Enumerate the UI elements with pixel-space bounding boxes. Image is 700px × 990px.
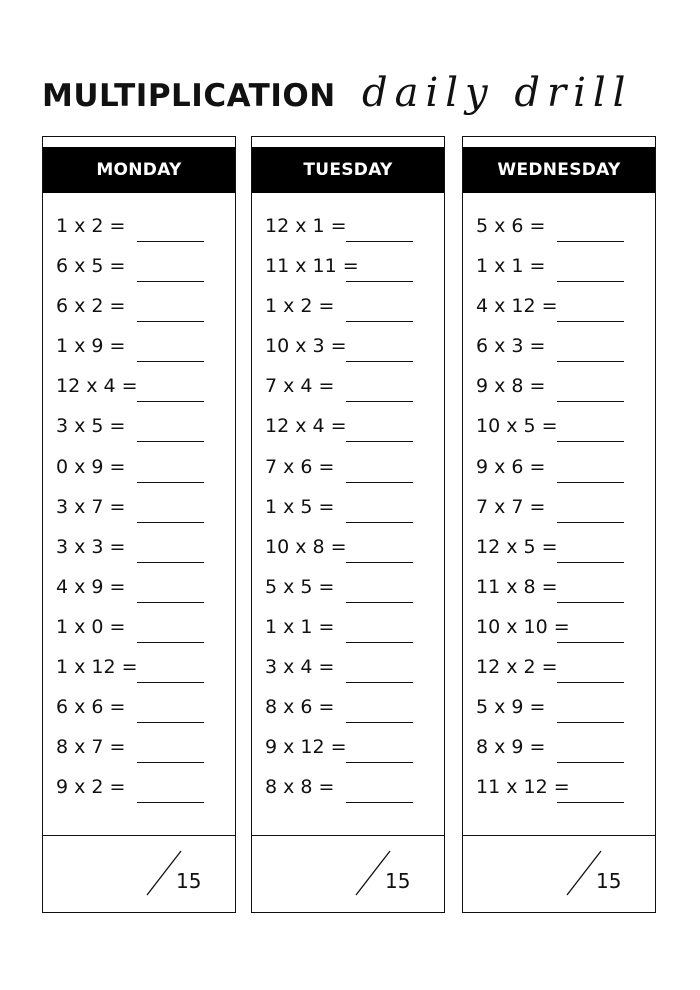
answer-blank[interactable] [137, 361, 204, 362]
answer-blank[interactable] [557, 682, 624, 683]
problem-row [252, 733, 444, 773]
problem-row [252, 533, 444, 573]
answer-blank[interactable] [557, 802, 624, 803]
problem-text: 7 x 6 = [265, 455, 335, 478]
problem-text: 5 x 6 = [476, 215, 546, 237]
problem-text: 12 x 2 = [476, 656, 558, 679]
answer-blank[interactable] [137, 562, 204, 563]
problem-row [252, 613, 444, 653]
problem-row [43, 733, 235, 773]
problem-row [252, 653, 444, 693]
score-total: 15 [385, 869, 411, 893]
problem-row [463, 372, 655, 412]
problem-row [463, 332, 655, 372]
answer-blank[interactable] [346, 642, 413, 643]
answer-blank[interactable] [346, 241, 413, 242]
problem-text: 1 x 5 = [265, 495, 335, 518]
answer-blank[interactable] [557, 361, 624, 362]
answer-blank[interactable] [346, 562, 413, 563]
answer-blank[interactable] [137, 482, 204, 483]
answer-blank[interactable] [557, 321, 624, 322]
problem-row [252, 493, 444, 533]
problem-row [43, 292, 235, 332]
answer-blank[interactable] [137, 241, 204, 242]
problem-row [463, 493, 655, 533]
problem-text: 6 x 6 = [56, 696, 126, 719]
problem-text: 9 x 8 = [476, 375, 546, 398]
problem-text: 3 x 4 = [265, 656, 335, 679]
answer-blank[interactable] [557, 562, 624, 563]
problem-text: 12 x 4 = [265, 415, 347, 438]
problem-text: 1 x 0 = [56, 615, 126, 638]
problem-text: 10 x 8 = [265, 535, 347, 558]
problem-text: 8 x 9 = [476, 736, 546, 759]
answer-blank[interactable] [557, 762, 624, 763]
problem-text: 11 x 11 = [265, 255, 359, 278]
problem-row [43, 773, 235, 813]
problem-text: 4 x 12 = [476, 295, 558, 318]
problem-row [252, 412, 444, 452]
answer-blank[interactable] [346, 281, 413, 282]
answer-blank[interactable] [557, 642, 624, 643]
problem-row [252, 252, 444, 292]
problem-text: 1 x 12 = [56, 656, 138, 679]
answer-blank[interactable] [346, 682, 413, 683]
answer-blank[interactable] [346, 522, 413, 523]
problem-row [463, 733, 655, 773]
problem-text: 7 x 7 = [476, 495, 546, 518]
answer-blank[interactable] [346, 802, 413, 803]
problem-text: 11 x 8 = [476, 575, 558, 598]
score-divider [252, 835, 444, 836]
score-total: 15 [596, 869, 622, 893]
problem-text: 9 x 6 = [476, 455, 546, 478]
day-header: WEDNESDAY [463, 147, 655, 193]
problem-text: 1 x 1 = [265, 615, 335, 638]
problem-row [252, 453, 444, 493]
answer-blank[interactable] [137, 642, 204, 643]
day-header: MONDAY [43, 147, 235, 193]
problem-row [463, 453, 655, 493]
answer-blank[interactable] [557, 281, 624, 282]
answer-blank[interactable] [346, 361, 413, 362]
answer-blank[interactable] [137, 281, 204, 282]
problem-row [43, 493, 235, 533]
answer-blank[interactable] [137, 602, 204, 603]
answer-blank[interactable] [137, 722, 204, 723]
problem-text: 10 x 10 = [476, 615, 570, 638]
answer-blank[interactable] [557, 241, 624, 242]
answer-blank[interactable] [137, 762, 204, 763]
problem-row [463, 252, 655, 292]
problem-text: 7 x 4 = [265, 375, 335, 398]
answer-blank[interactable] [557, 482, 624, 483]
answer-blank[interactable] [346, 321, 413, 322]
problem-row [43, 693, 235, 733]
problem-text: 8 x 6 = [265, 696, 335, 719]
day-card-monday [42, 136, 236, 913]
problem-text: 1 x 1 = [476, 255, 546, 278]
day-card-tuesday [251, 136, 445, 913]
problem-text: 6 x 5 = [56, 255, 126, 278]
worksheet-subtitle: daily drill [362, 70, 633, 116]
answer-blank[interactable] [557, 722, 624, 723]
problem-text: 10 x 3 = [265, 335, 347, 358]
problem-list [43, 212, 235, 813]
problem-row [463, 533, 655, 573]
score-divider [43, 835, 235, 836]
problem-text: 8 x 8 = [265, 776, 335, 799]
answer-blank[interactable] [557, 441, 624, 442]
problem-row [43, 252, 235, 292]
problem-text: 3 x 5 = [56, 415, 126, 438]
problem-row [463, 412, 655, 452]
problem-text: 0 x 9 = [56, 455, 126, 478]
problem-row [43, 453, 235, 493]
answer-blank[interactable] [346, 762, 413, 763]
problem-row [252, 212, 444, 252]
problem-row [252, 372, 444, 412]
problem-text: 10 x 5 = [476, 415, 558, 438]
problem-text: 4 x 9 = [56, 575, 126, 598]
problem-text: 3 x 3 = [56, 535, 126, 558]
problem-text: 9 x 2 = [56, 776, 126, 799]
problem-row [252, 573, 444, 613]
problem-row [463, 653, 655, 693]
problem-text: 9 x 12 = [265, 736, 347, 759]
problem-text: 5 x 9 = [476, 696, 546, 719]
answer-blank[interactable] [346, 602, 413, 603]
answer-blank[interactable] [137, 321, 204, 322]
problem-text: 1 x 9 = [56, 335, 126, 358]
answer-blank[interactable] [557, 522, 624, 523]
problem-row [463, 693, 655, 733]
problem-row [43, 613, 235, 653]
problem-row [252, 773, 444, 813]
problem-row [43, 212, 235, 252]
problem-text: 12 x 5 = [476, 535, 558, 558]
answer-blank[interactable] [346, 401, 413, 402]
problem-row [252, 292, 444, 332]
problem-row [463, 613, 655, 653]
problem-text: 5 x 5 = [265, 575, 335, 598]
answer-blank[interactable] [137, 401, 204, 402]
score-total: 15 [176, 869, 202, 893]
problem-row [43, 533, 235, 573]
worksheet-title: MULTIPLICATION [42, 78, 336, 114]
day-header: TUESDAY [252, 147, 444, 193]
problem-row [43, 332, 235, 372]
problem-row [43, 573, 235, 613]
problem-text: 1 x 2 = [56, 215, 126, 237]
problem-text: 12 x 1 = [265, 215, 347, 237]
problem-row [252, 332, 444, 372]
problem-row [43, 372, 235, 412]
problem-row [463, 773, 655, 813]
answer-blank[interactable] [137, 802, 204, 803]
score-divider [463, 835, 655, 836]
problem-row [463, 573, 655, 613]
problem-text: 3 x 7 = [56, 495, 126, 518]
problem-row [463, 292, 655, 332]
problem-text: 12 x 4 = [56, 375, 138, 398]
answer-blank[interactable] [137, 522, 204, 523]
answer-blank[interactable] [557, 401, 624, 402]
answer-blank[interactable] [346, 482, 413, 483]
problem-text: 6 x 3 = [476, 335, 546, 358]
problem-text: 8 x 7 = [56, 736, 126, 759]
problem-row [252, 693, 444, 733]
problem-list [252, 212, 444, 813]
answer-blank[interactable] [137, 441, 204, 442]
problem-text: 1 x 2 = [265, 295, 335, 318]
problem-list [463, 212, 655, 813]
day-card-wednesday [462, 136, 656, 913]
problem-text: 6 x 2 = [56, 295, 126, 318]
problem-text: 11 x 12 = [476, 776, 570, 799]
answer-blank[interactable] [557, 602, 624, 603]
problem-row [43, 653, 235, 693]
problem-row [463, 212, 655, 252]
answer-blank[interactable] [346, 722, 413, 723]
answer-blank[interactable] [346, 441, 413, 442]
answer-blank[interactable] [137, 682, 204, 683]
problem-row [43, 412, 235, 452]
